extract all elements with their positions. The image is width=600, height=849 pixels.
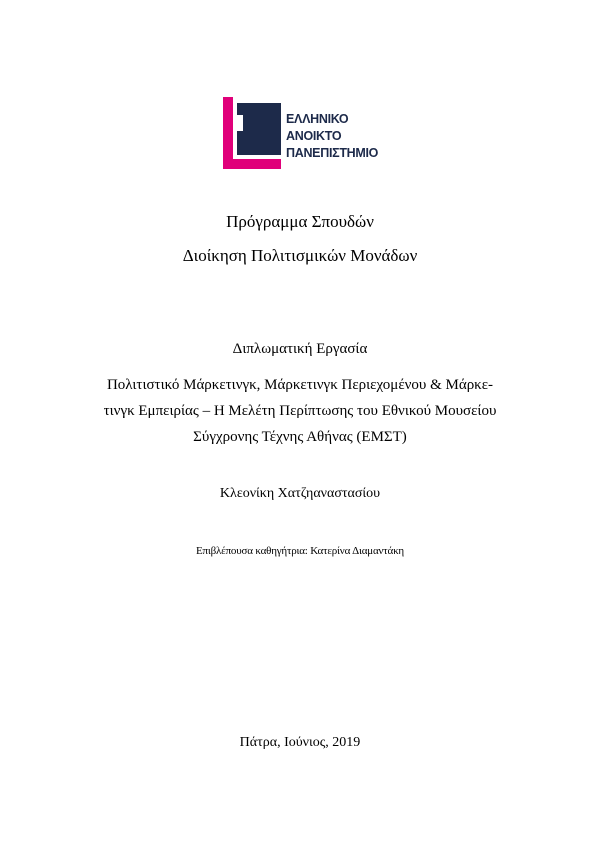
program-name: Διοίκηση Πολιτισμικών Μονάδων [182, 246, 418, 265]
logo-mark-icon [223, 97, 281, 169]
university-logo [223, 97, 413, 169]
author-name: Κλεονίκη Χατζηαναστασίου [219, 486, 381, 501]
logo-line-2: ΑΝΟΙΚΤΟ [286, 129, 342, 143]
thesis-title-line-1: Πολιτιστικό Μάρκετινγκ, Μάρκετινγκ Περιεχομένου & Μάρκε- [106, 377, 494, 393]
supervisor-line: Επιβλέπουσα καθηγήτρια: Κατερίνα Διαμαντάκη [196, 545, 404, 557]
logo-line-3: ΠΑΝΕΠΙΣΤΗΜΙΟ [286, 146, 379, 160]
thesis-title-line-2: τινγκ Εμπειρίας – Η Μελέτη Περίπτωσης του Εθνικού Μουσείου [103, 403, 497, 419]
logo-wordmark [286, 111, 378, 162]
logo-line-1: ΕΛΛΗΝΙΚΟ [286, 112, 349, 126]
thesis-title-line-3: Σύγχρονης Τέχνης Αθήνας (ΕΜΣΤ) [193, 429, 407, 445]
thesis-title [0, 372, 600, 450]
program-label: Πρόγραμμα Σπουδών [226, 212, 374, 231]
place-date: Πάτρα, Ιούνιος, 2019 [239, 735, 361, 750]
thesis-type: Διπλωματική Εργασία [232, 341, 368, 357]
